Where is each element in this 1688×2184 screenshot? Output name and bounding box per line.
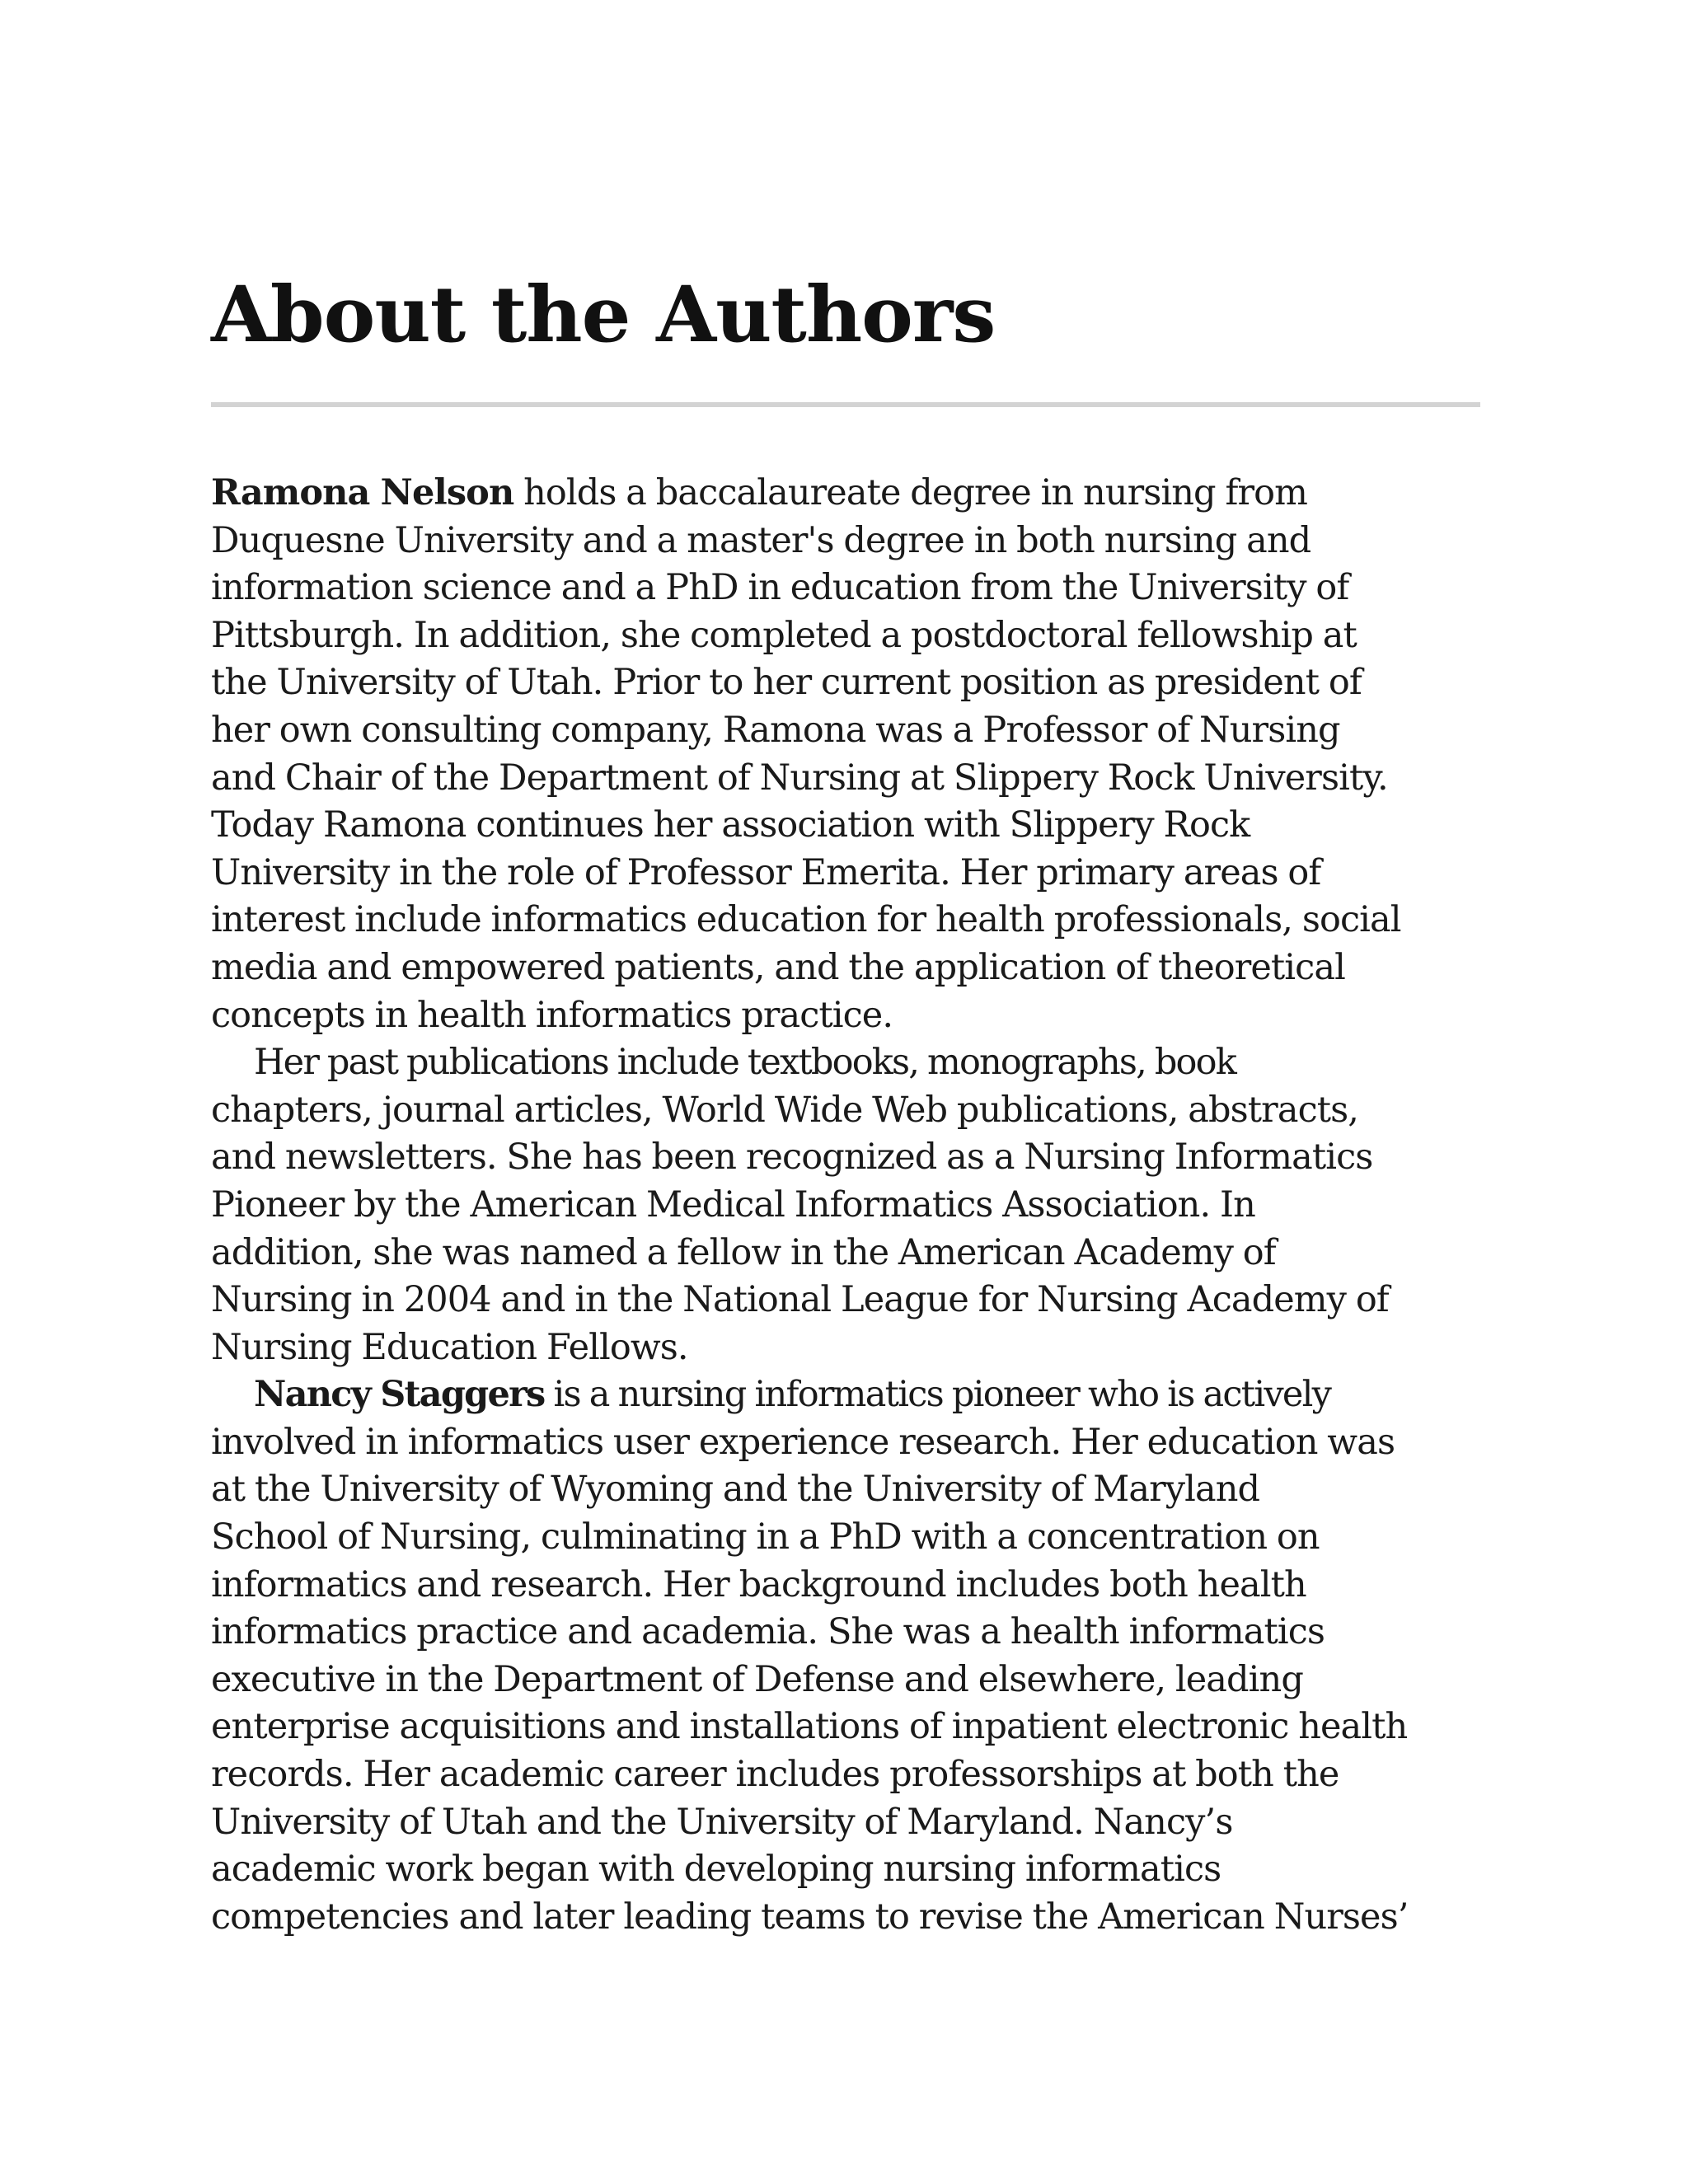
text-line: concepts in health informatics practice.	[211, 994, 893, 1036]
text-line: Pittsburgh. In addition, she completed a postdoctoral fellowship at	[211, 614, 1357, 656]
text-line: University in the role of Professor Emerita. Her primary areas of	[211, 851, 1321, 893]
text-line: media and empowered patients, and the application of theoretical	[211, 946, 1345, 988]
text-line: Nursing Education Fellows.	[211, 1326, 688, 1368]
text-line: informatics practice and academia. She was a health informatics	[211, 1611, 1325, 1653]
text-line: and Chair of the Department of Nursing at Slippery Rock University.	[211, 757, 1388, 799]
text-line	[211, 470, 1480, 518]
text-line	[211, 1371, 1480, 1419]
paragraph-publications	[211, 1039, 1480, 1371]
text-line-content: is a nursing informatics pioneer who is actively	[544, 1374, 1331, 1416]
text-line: the University of Utah. Prior to her current position as president of	[211, 662, 1362, 704]
paragraph-nancy-staggers	[211, 1371, 1480, 1941]
body-text	[211, 470, 1480, 1941]
text-line: at the University of Wyoming and the University of Maryland	[211, 1469, 1260, 1511]
text-line: enterprise acquisitions and installations of inpatient electronic health	[211, 1706, 1408, 1748]
text-line: executive in the Department of Defense and elsewhere, leading	[211, 1658, 1303, 1700]
text-line: Her past publications include textbooks, monographs, book	[254, 1042, 1236, 1084]
text-line: Duquesne University and a master's degree in both nursing and	[211, 519, 1311, 561]
text-line: Pioneer by the American Medical Informatics Association. In	[211, 1183, 1255, 1226]
text-line: informatics and research. Her background includes both health	[211, 1563, 1306, 1605]
text-line: information science and a PhD in education from the University of	[211, 567, 1349, 609]
text-line: Today Ramona continues her association with Slippery Rock	[211, 804, 1250, 846]
paragraph-ramona-nelson	[211, 470, 1480, 1039]
text-line: chapters, journal articles, World Wide Web publications, abstracts,	[211, 1089, 1359, 1131]
text-line: competencies and later leading teams to revise the American Nurses’	[211, 1896, 1409, 1938]
title-divider	[211, 402, 1480, 407]
text-line: interest include informatics education for health professionals, social	[211, 899, 1401, 941]
text-line: records. Her academic career includes professorships at both the	[211, 1754, 1339, 1796]
text-line: her own consulting company, Ramona was a Professor of Nursing	[211, 709, 1340, 751]
text-line-content: holds a baccalaureate degree in nursing from	[513, 472, 1307, 513]
text-line: Nursing in 2004 and in the National League for Nursing Academy of	[211, 1279, 1389, 1321]
author-name-ramona-nelson: Ramona Nelson	[211, 472, 514, 513]
text-line: School of Nursing, culminating in a PhD with a concentration on	[211, 1516, 1320, 1558]
text-line: academic work began with developing nursing informatics	[211, 1849, 1221, 1891]
text-line: University of Utah and the University of Maryland. Nancy’s	[211, 1801, 1233, 1843]
text-line: and newsletters. She has been recognized as a Nursing Informatics	[211, 1137, 1373, 1179]
page-title: About the Authors	[211, 269, 996, 360]
text-line: addition, she was named a fellow in the American Academy of	[211, 1231, 1276, 1273]
text-line: involved in informatics user experience research. Her education was	[211, 1421, 1395, 1463]
author-name-nancy-staggers: Nancy Staggers	[254, 1374, 545, 1416]
